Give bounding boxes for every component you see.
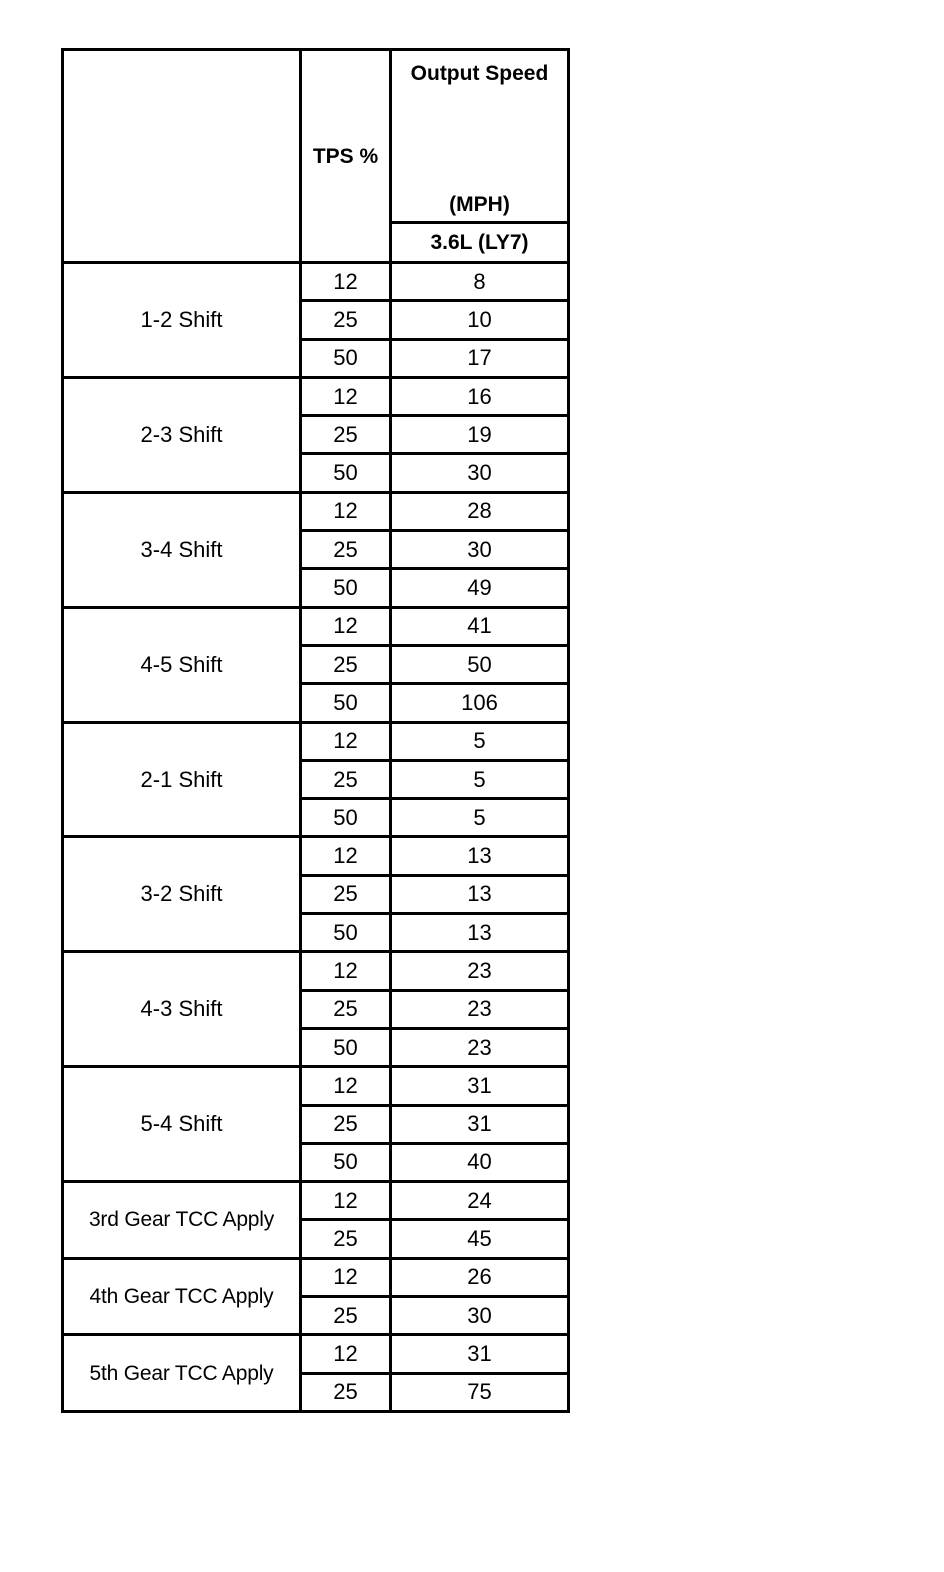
table-header (63, 50, 569, 263)
tps-cell: 12 (301, 1258, 391, 1296)
table-row (63, 1335, 569, 1373)
tps-cell: 12 (301, 492, 391, 530)
output-speed-cell: 23 (391, 990, 569, 1028)
output-speed-cell: 23 (391, 952, 569, 990)
output-speed-cell: 10 (391, 301, 569, 339)
table-row (63, 1258, 569, 1296)
tps-cell: 25 (301, 875, 391, 913)
tps-cell: 50 (301, 454, 391, 492)
table-row (63, 607, 569, 645)
header-tps: TPS % (301, 50, 391, 263)
shift-name-cell: 4th Gear TCC Apply (63, 1258, 301, 1335)
output-speed-cell: 41 (391, 607, 569, 645)
tps-cell: 25 (301, 760, 391, 798)
table-row (63, 492, 569, 530)
tps-cell: 25 (301, 1373, 391, 1411)
tps-cell: 25 (301, 645, 391, 683)
output-speed-cell: 106 (391, 684, 569, 722)
shift-name-cell: 1-2 Shift (63, 263, 301, 378)
output-speed-cell: 50 (391, 645, 569, 683)
output-speed-cell: 13 (391, 837, 569, 875)
tps-cell: 50 (301, 1028, 391, 1066)
table-row (63, 263, 569, 301)
tps-cell: 12 (301, 1067, 391, 1105)
shift-name-cell: 3rd Gear TCC Apply (63, 1182, 301, 1259)
table-row (63, 1182, 569, 1220)
tps-cell: 25 (301, 416, 391, 454)
tps-cell: 25 (301, 1220, 391, 1258)
output-speed-cell: 24 (391, 1182, 569, 1220)
output-speed-cell: 16 (391, 377, 569, 415)
output-speed-cell: 5 (391, 722, 569, 760)
header-engine: 3.6L (LY7) (391, 223, 569, 263)
output-speed-cell: 31 (391, 1335, 569, 1373)
tps-cell: 12 (301, 377, 391, 415)
tps-cell: 50 (301, 1143, 391, 1181)
output-speed-cell: 31 (391, 1105, 569, 1143)
shift-name-cell: 5-4 Shift (63, 1067, 301, 1182)
tps-cell: 12 (301, 952, 391, 990)
output-speed-cell: 49 (391, 569, 569, 607)
header-output-speed (391, 50, 569, 223)
output-speed-cell: 40 (391, 1143, 569, 1181)
output-speed-cell: 31 (391, 1067, 569, 1105)
shift-speed-table (61, 48, 570, 1413)
tps-cell: 12 (301, 263, 391, 301)
tps-cell: 12 (301, 1182, 391, 1220)
output-speed-cell: 17 (391, 339, 569, 377)
table-row (63, 377, 569, 415)
table-body (63, 263, 569, 1412)
table-row (63, 1067, 569, 1105)
shift-name-cell: 4-5 Shift (63, 607, 301, 722)
shift-name-cell: 2-1 Shift (63, 722, 301, 837)
output-speed-cell: 19 (391, 416, 569, 454)
tps-cell: 50 (301, 914, 391, 952)
header-blank-cell (63, 50, 301, 263)
tps-cell: 12 (301, 607, 391, 645)
output-speed-cell: 28 (391, 492, 569, 530)
tps-cell: 12 (301, 837, 391, 875)
output-speed-cell: 75 (391, 1373, 569, 1411)
output-speed-cell: 26 (391, 1258, 569, 1296)
output-speed-cell: 45 (391, 1220, 569, 1258)
table-row (63, 722, 569, 760)
tps-cell: 12 (301, 1335, 391, 1373)
output-speed-cell: 30 (391, 454, 569, 492)
output-speed-cell: 13 (391, 875, 569, 913)
output-speed-cell: 5 (391, 760, 569, 798)
tps-cell: 25 (301, 531, 391, 569)
table-row (63, 952, 569, 990)
tps-cell: 25 (301, 1297, 391, 1335)
tps-cell: 12 (301, 722, 391, 760)
tps-cell: 25 (301, 1105, 391, 1143)
output-speed-cell: 30 (391, 531, 569, 569)
shift-speed-table-container (61, 48, 570, 1413)
output-speed-cell: 5 (391, 799, 569, 837)
output-speed-cell: 30 (391, 1297, 569, 1335)
shift-name-cell: 2-3 Shift (63, 377, 301, 492)
table-row (63, 837, 569, 875)
tps-cell: 50 (301, 799, 391, 837)
output-speed-cell: 13 (391, 914, 569, 952)
output-speed-cell: 8 (391, 263, 569, 301)
tps-cell: 50 (301, 684, 391, 722)
output-speed-cell: 23 (391, 1028, 569, 1066)
header-output-speed-unit: (MPH) (449, 193, 510, 216)
tps-cell: 50 (301, 569, 391, 607)
shift-name-cell: 3-2 Shift (63, 837, 301, 952)
shift-name-cell: 4-3 Shift (63, 952, 301, 1067)
header-output-speed-label: Output Speed (410, 62, 549, 85)
shift-name-cell: 5th Gear TCC Apply (63, 1335, 301, 1412)
tps-cell: 25 (301, 301, 391, 339)
tps-cell: 25 (301, 990, 391, 1028)
shift-name-cell: 3-4 Shift (63, 492, 301, 607)
tps-cell: 50 (301, 339, 391, 377)
